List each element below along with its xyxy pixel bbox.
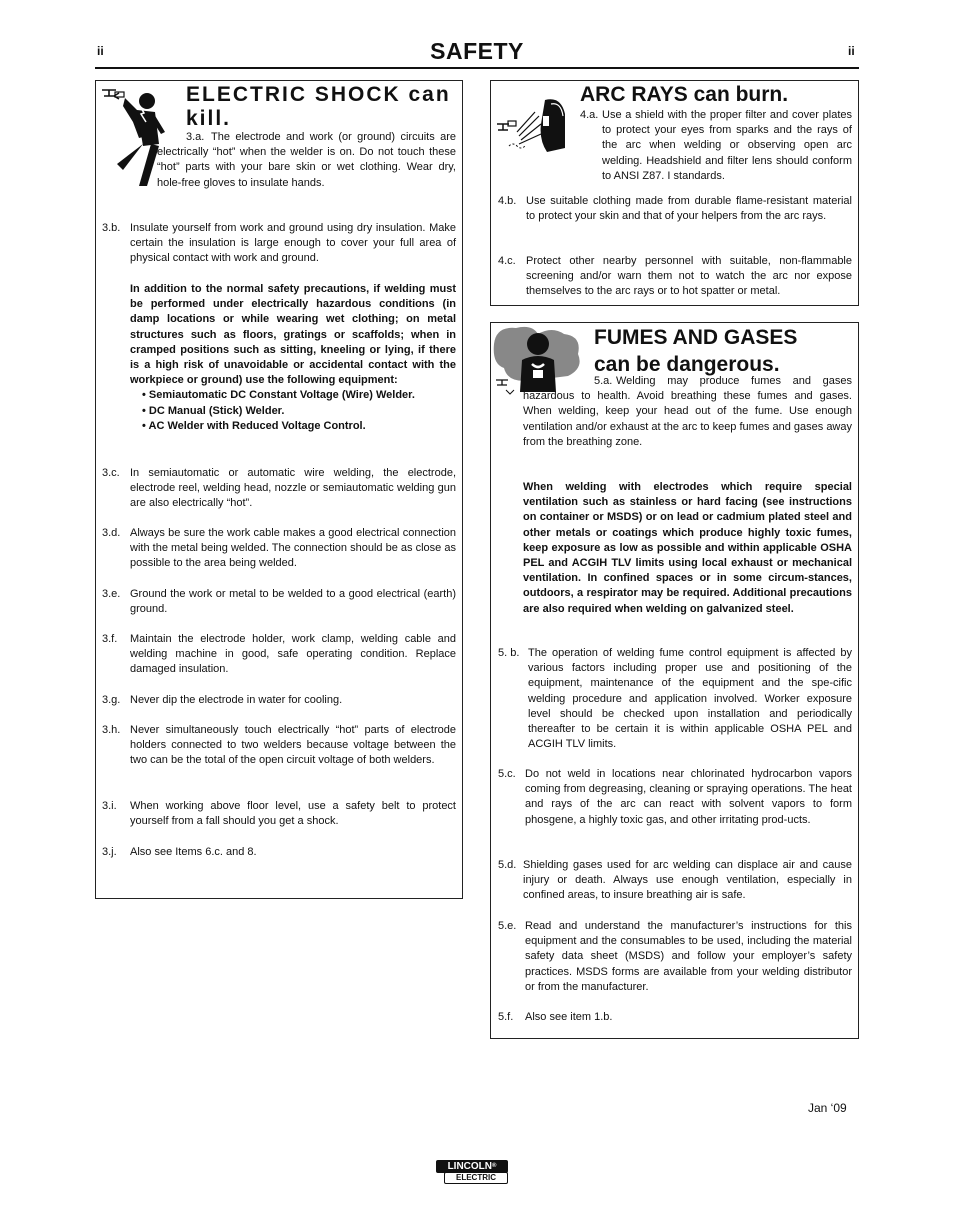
item-3f: [102, 632, 456, 678]
item-text: Also see Items 6.c. and 8.: [130, 846, 257, 858]
shock-hazard-warning: [130, 282, 456, 434]
item-3c: [102, 466, 456, 512]
item-text: Use a shield with the proper filter and cover plates to protect your eyes from sparks and the rays of the arc when welding or observing open arc welding. Headshield and filter lens should conform to ANSI Z87. I standards.: [602, 109, 852, 182]
item-text: Protect other nearby personnel with suitable, non-flammable screening and/or warn them not to watch the arc nor expose themselves to the arc rays or to hot spatter or metal.: [526, 255, 852, 298]
item-5b: [498, 646, 852, 752]
page-number-right: ii: [848, 44, 855, 58]
page-number-left: ii: [97, 44, 104, 58]
item-text: Ground the work or metal to be welded to a good electrical (earth) ground.: [130, 588, 456, 616]
item-number: 4.a.: [580, 109, 599, 121]
item-3b: [102, 221, 456, 267]
item-number: 5.e.: [498, 920, 517, 932]
item-5a: [523, 374, 852, 450]
item-number: 3.j.: [102, 846, 117, 858]
item-number: 3.i.: [102, 800, 117, 812]
item-5e: [498, 919, 852, 995]
item-number: 5.a.: [594, 375, 613, 387]
item-3h: [102, 723, 456, 769]
equipment-list: [130, 388, 456, 434]
logo-top-text: LINCOLN®: [436, 1160, 508, 1173]
item-number: 3.h.: [102, 724, 121, 736]
warning-text: In addition to the normal safety precautions, if welding must be performed under electrically hazardous conditions (in damp locations or while wearing wet clothing; on metal structures such as floors, gratings or scaffolds; when in cramped positions such as sitting, kneeling or lying, if there is a high risk of unavoidable or accidental contact with the workpiece or ground) use the following equipment:: [130, 283, 456, 387]
special-ventilation-warning: [523, 480, 852, 617]
page-title: SAFETY: [430, 38, 524, 64]
logo-bottom-text: ELECTRIC: [444, 1172, 508, 1184]
equipment-item: • Semiautomatic DC Constant Voltage (Wire) Welder.: [142, 388, 456, 403]
item-text: Read and understand the manufacturer’s instructions for this equipment and the consumables to be used, including the material safety data sheet (MSDS) and follow your employer’s safety practices. MSDS forms are available from your welding distributor or from the manufacturer.: [525, 920, 852, 993]
item-number: 4.c.: [498, 255, 516, 267]
heading-line-1: FUMES AND GASES: [594, 326, 798, 349]
item-5f: [498, 1010, 852, 1025]
item-4c: [498, 254, 852, 300]
item-number: 5. b.: [498, 647, 520, 659]
item-text: In semiautomatic or automatic wire welding, the electrode, electrode reel, welding head, nozzle or semiautomatic welding gun are also electrically “hot”.: [130, 467, 456, 510]
welding-helmet-icon: [495, 94, 569, 156]
item-3g: [102, 693, 456, 708]
item-text: Maintain the electrode holder, work clamp, welding cable and welding machine in good, safe operating condition. Replace damaged insulation.: [130, 633, 456, 676]
item-text: The operation of welding fume control equipment is affected by various factors including proper use and positioning of the equipment, maintenance of the equipment and the spe-cific welding procedure and application involved. Worker exposure level should be checked upon installation and periodically thereafter to be certain it is within applicable OSHA PEL and ACGIH TLV limits.: [528, 647, 852, 751]
item-number: 3.f.: [102, 633, 118, 645]
item-text: Use suitable clothing made from durable flame-resistant material to protect your skin and that of your helpers from the arc rays.: [526, 195, 852, 223]
item-number: 4.b.: [498, 195, 517, 207]
item-3d: [102, 526, 456, 572]
arc-rays-heading: ARC RAYS can burn.: [580, 83, 789, 106]
item-number: 3.a.: [186, 131, 205, 143]
item-number: 3.e.: [102, 588, 121, 600]
revision-date: Jan ‘09: [808, 1101, 847, 1115]
item-number: 5.f.: [498, 1011, 514, 1023]
item-number: 5.d.: [498, 859, 517, 871]
item-text: Insulate yourself from work and ground using dry insulation. Make certain the insulation is large enough to cover your full area of physical contact with work and ground.: [130, 222, 456, 265]
item-text: Always be sure the work cable makes a good electrical connection with the metal being welded. The connection should be as close as possible to the area being welded.: [130, 527, 456, 570]
item-4a: [580, 108, 852, 184]
item-number: 3.d.: [102, 527, 121, 539]
item-5c: [498, 767, 852, 828]
equipment-item: • DC Manual (Stick) Welder.: [142, 404, 456, 419]
item-text: Shielding gases used for arc welding can displace air and cause injury or death. Always use enough ventilation, especially in confined areas, to insure breathing air is safe.: [523, 859, 852, 902]
item-number: 3.c.: [102, 467, 120, 479]
item-text: Do not weld in locations near chlorinated hydrocarbon vapors coming from degreasing, cleaning or spraying operations. The heat and rays of the arc can react with solvent vapors to form phosgene, a highly toxic gas, and other irritating prod-ucts.: [525, 768, 852, 826]
item-text: Never dip the electrode in water for cooling.: [130, 694, 343, 706]
item-text: When working above floor level, use a safety belt to protect yourself from a fall should you get a shock.: [130, 800, 456, 828]
item-3a-text: The electrode and work (or ground) circuits are electrically “hot” when the welder is on. Do not touch these “hot” parts with your bare skin or wet clothing. Wear dry, hole-free gloves to insulate hands.: [157, 131, 456, 189]
item-5d: [498, 858, 852, 904]
equipment-item: • AC Welder with Reduced Voltage Control.: [142, 419, 456, 434]
item-3i: [102, 799, 456, 829]
item-4b: [498, 194, 852, 224]
item-3j: [102, 845, 456, 860]
fumes-gases-heading: [594, 325, 797, 379]
electric-shock-heading: ELECTRIC SHOCK can kill.: [186, 83, 451, 131]
item-number: 5.c.: [498, 768, 516, 780]
item-number: 3.b.: [102, 222, 121, 234]
item-text: Welding may produce fumes and gases hazardous to health. Avoid breathing these fumes and gases. When welding, keep your head out of the fume. Use enough ventilation and/or exhaust at the arc to keep fumes and gases away from the breathing zone.: [523, 375, 852, 448]
title-rule: [95, 67, 859, 69]
lincoln-electric-logo: [436, 1160, 508, 1184]
item-3e: [102, 587, 456, 617]
heading-line-2: can be dangerous.: [594, 352, 780, 376]
item-text: Never simultaneously touch electrically “hot” parts of electrode holders connected to two welders because voltage between the two can be the total of the open circuit voltage of both welders.: [130, 724, 456, 767]
warning-text: When welding with electrodes which require special ventilation such as stainless or hard facing (see instructions on container or MSDS) or on lead or cadmium plated steel and other metals or coatings which produce highly toxic fumes, keep exposure as low as possible and within applicable OSHA PEL and ACGIH TLV limits using local exhaust or mechanical ventilation. In confined spaces or in some circum-stances, outdoors, a respirator may be required. Additional precautions are also required when welding on galvanized steel.: [523, 481, 852, 615]
item-number: 3.g.: [102, 694, 121, 706]
item-text: Also see item 1.b.: [525, 1011, 613, 1023]
